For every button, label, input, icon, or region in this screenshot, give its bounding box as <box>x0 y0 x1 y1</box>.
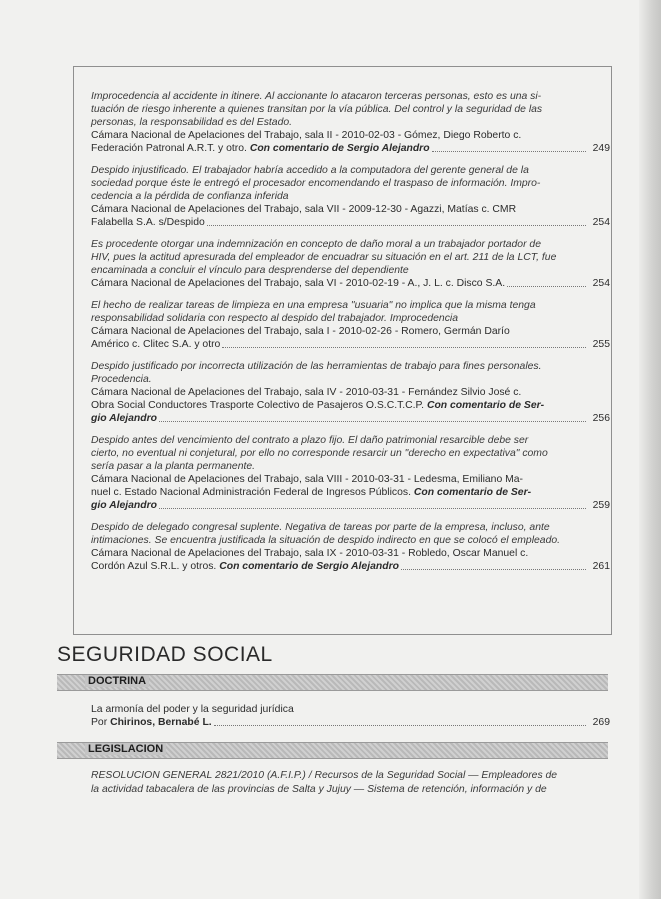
entry-summary: tuación de riesgo inherente a quienes transitan por la vía pública. Del control y la seguridad de las <box>91 104 543 115</box>
entry-summary: responsabilidad solidaria con respecto al despido del trabajador. Improcedencia <box>91 313 458 324</box>
entry-citation-end: Falabella S.A. s/Despido <box>91 217 205 228</box>
entry-last-line[interactable] <box>91 277 610 290</box>
entry-summary: sería pasar a la planta permanente. <box>91 461 256 472</box>
dot-leader <box>159 508 586 509</box>
entry-citation <box>91 486 610 499</box>
entry-summary: intimaciones. Se encuentra justificada la situación de despido indirecto en que se colocó el empleado. <box>91 535 561 546</box>
dot-leader <box>214 725 586 726</box>
dot-leader <box>207 225 586 226</box>
entry-summary: Improcedencia al accidente in itinere. Al accionante lo atacaron terceras personas, esto es una si- <box>91 91 542 102</box>
entry-last-line[interactable] <box>91 499 610 512</box>
entry-summary: cierto, no eventual ni conjetural, por ello no corresponde resarcir un "derecho en expectativa" como <box>91 448 548 459</box>
list-item <box>91 299 610 351</box>
legislacion-label: LEGISLACION <box>85 743 166 755</box>
entry-last-line[interactable] <box>91 560 610 573</box>
entry-citation: Cámara Nacional de Apelaciones del Trabajo, sala II - 2010-02-03 - Gómez, Diego Roberto c. <box>91 130 522 141</box>
entry-citation: Cámara Nacional de Apelaciones del Trabajo, sala I - 2010-02-26 - Romero, Germán Darío <box>91 326 510 337</box>
entry-comment-end: gio Alejandro <box>91 500 158 511</box>
entry-comment-end: gio Alejandro <box>91 413 158 424</box>
list-item <box>91 164 610 229</box>
doctrina-title: La armonía del poder y la seguridad jurídica <box>91 704 294 715</box>
entry-citation-end: Américo c. Clitec S.A. y otro <box>91 339 221 350</box>
page-number: 256 <box>592 413 610 424</box>
entry-summary: Despido antes del vencimiento del contrato a plazo fijo. El daño patrimonial resarcible debe ser <box>91 435 529 446</box>
entry-citation <box>91 399 610 412</box>
dot-leader <box>159 421 586 422</box>
list-item <box>91 521 610 573</box>
entry-citation-text: Obra Social Conductores Trasporte Colectivo de Pasajeros O.S.C.T.C.P. <box>91 400 427 411</box>
legislacion-entry[interactable] <box>91 769 610 796</box>
doctrina-label: DOCTRINA <box>85 675 149 687</box>
legislacion-line: la actividad tabacalera de las provincias de Salta y Jujuy — Sistema de retención, información y de <box>91 783 547 795</box>
entry-comment: Con comentario de Sergio Alejandro <box>249 143 430 154</box>
doctrina-author-line[interactable] <box>91 716 610 729</box>
page-number: 259 <box>592 500 610 511</box>
dot-leader <box>432 151 586 152</box>
jurisprudence-list <box>91 90 610 582</box>
doctrina-by: Por <box>91 717 111 728</box>
list-item <box>91 360 610 425</box>
entry-summary: Despido justificado por incorrecta utilización de las herramientas de trabajo para fines personales. <box>91 361 542 372</box>
entry-summary: Despido injustificado. El trabajador habría accedido a la computadora del gerente general de la <box>91 165 529 176</box>
entry-summary: cedencia a la pérdida de confianza inferida <box>91 191 289 202</box>
dot-leader <box>222 347 586 348</box>
entry-summary: Es procedente otorgar una indemnización en concepto de daño moral a un trabajador portador de <box>91 239 541 250</box>
legislacion-line: RESOLUCION GENERAL 2821/2010 (A.F.I.P.) / Recursos de la Seguridad Social — Empleadores de <box>91 770 558 781</box>
doctrina-band <box>57 674 608 691</box>
entry-citation-end: Federación Patronal A.R.T. y otro. <box>91 143 250 154</box>
entry-summary: Despido de delegado congresal suplente. Negativa de tareas por parte de la empresa, incluso, ante <box>91 522 550 533</box>
page-number: 269 <box>592 717 610 728</box>
list-item <box>91 238 610 290</box>
page-number: 254 <box>592 217 610 228</box>
page-number: 249 <box>592 143 610 154</box>
entry-citation: Cámara Nacional de Apelaciones del Trabajo, sala VI - 2010-02-19 - A., J. L. c. Disco S.A. <box>91 278 506 289</box>
entry-citation: Cámara Nacional de Apelaciones del Trabajo, sala IX - 2010-03-31 - Robledo, Oscar Manuel c. <box>91 548 529 559</box>
entry-citation: Cámara Nacional de Apelaciones del Trabajo, sala VIII - 2010-03-31 - Ledesma, Emiliano Ma- <box>91 474 524 485</box>
page-edge-shadow <box>639 0 661 899</box>
entry-last-line[interactable] <box>91 338 610 351</box>
page-number: 261 <box>592 561 610 572</box>
entry-summary: Procedencia. <box>91 374 152 385</box>
entry-citation-text: nuel c. Estado Nacional Administración Federal de Ingresos Públicos. <box>91 487 414 498</box>
legislacion-band <box>57 742 608 759</box>
doctrina-entry <box>91 703 610 729</box>
page-number: 255 <box>592 339 610 350</box>
list-item <box>91 90 610 155</box>
entry-summary: sociedad porque éste le entregó el procesador encomendando el traspaso de información. Impro- <box>91 178 541 189</box>
dot-leader <box>401 569 586 570</box>
entry-summary: HIV, pues la actitud apresurada del empleador de encuadrar su situación en el art. 211 de la LCT, fue <box>91 252 557 263</box>
list-item <box>91 434 610 512</box>
entry-comment: Con comentario de Ser- <box>413 487 532 498</box>
entry-last-line[interactable] <box>91 216 610 229</box>
entry-comment: Con comentario de Ser- <box>426 400 545 411</box>
dot-leader <box>507 286 586 287</box>
entry-last-line[interactable] <box>91 142 610 155</box>
entry-citation: Cámara Nacional de Apelaciones del Trabajo, sala IV - 2010-03-31 - Fernández Silvio José c. <box>91 387 522 398</box>
section-title: SEGURIDAD SOCIAL <box>57 643 273 666</box>
entry-citation: Cámara Nacional de Apelaciones del Trabajo, sala VII - 2009-12-30 - Agazzi, Matías c. CMR <box>91 204 517 215</box>
entry-comment: Con comentario de Sergio Alejandro <box>219 561 399 572</box>
entry-last-line[interactable] <box>91 412 610 425</box>
entry-summary: encaminada a concluir el vínculo para desprenderse del dependiente <box>91 265 409 276</box>
entry-citation-end: Cordón Azul S.R.L. y otros. <box>91 561 220 572</box>
entry-summary: personas, la responsabilidad es del Estado. <box>91 117 293 128</box>
doctrina-author: Chirinos, Bernabé L. <box>110 717 212 728</box>
entry-summary: El hecho de realizar tareas de limpieza en una empresa "usuaria" no implica que la misma tenga <box>91 300 536 311</box>
page-number: 254 <box>592 278 610 289</box>
